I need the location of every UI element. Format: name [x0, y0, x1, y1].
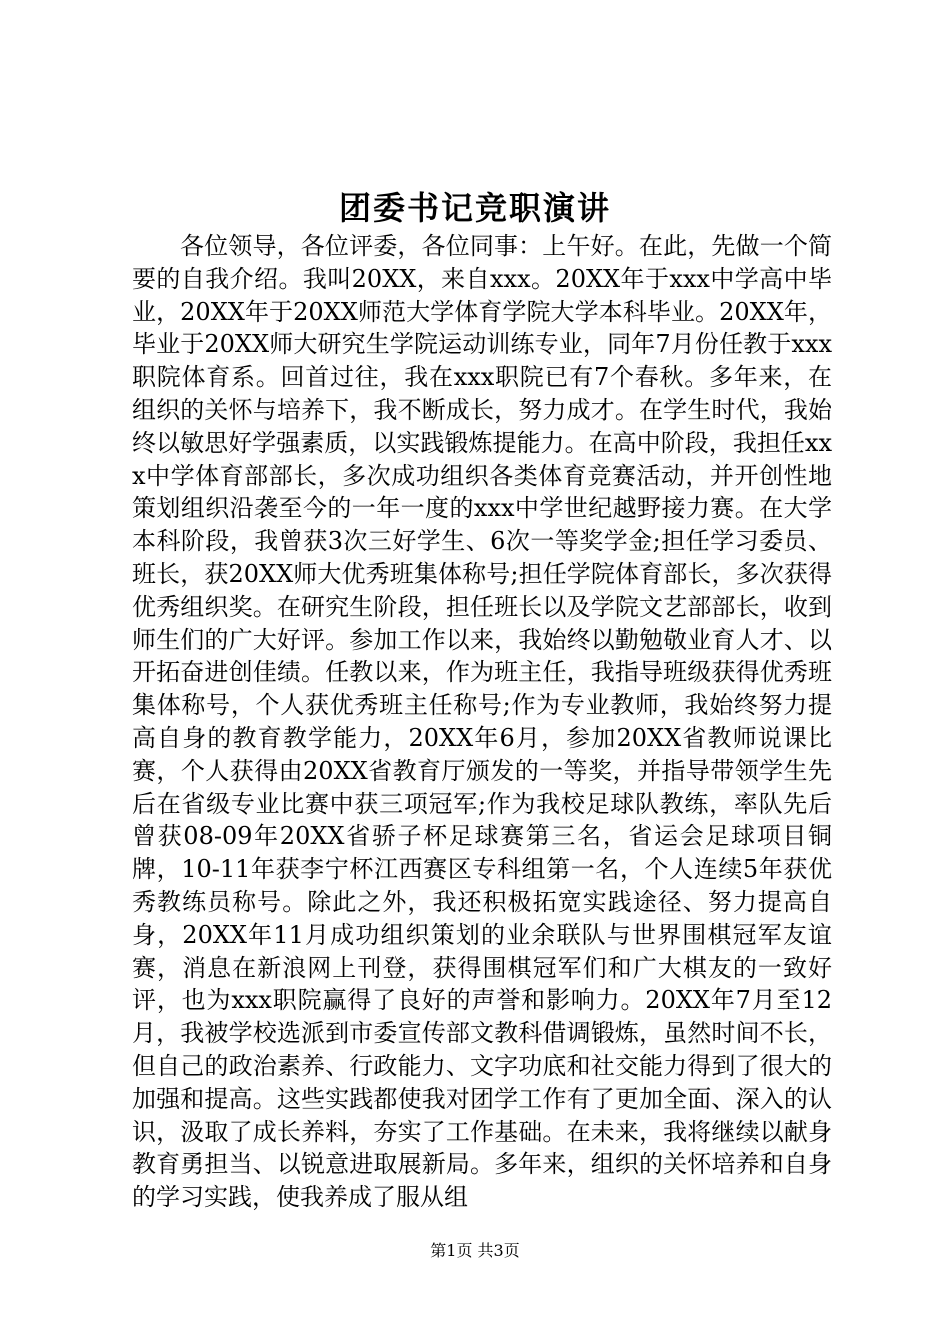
- document-title: 团委书记竞职演讲: [338, 189, 611, 227]
- page-footer: 第1页 共3页: [430, 1241, 520, 1260]
- body-paragraph: 各位领导，各位评委，各位同事：上午好。在此，先做一个简要的自我介绍。我叫20XX，来自xxx。20XX年于xxx中学高中毕业，20XX年于20XX师范大学体育学院大学本科毕业。20XX年，毕业于20XX师大研究生学院运动训练专业，同年7月份任教于xxx职院体育系。回首过往，我在xxx职院已有7个春秋。多年来，在组织的关怀与培养下，我不断成长，努力成才。在学生时代，我始终以敏思好学强素质，以实践锻炼提能力。在高中阶段，我担任xxx中学体育部部长，多次成功组织各类体育竞赛活动，并开创性地策划组织沿袭至今的一年一度的xxx中学世纪越野接力赛。在大学本科阶段，我曾获3次三好学生、6次一等奖学金;担任学习委员、班长，获20XX师大优秀班集体称号;担任学院体育部长，多次获得优秀组织奖。在研究生阶段，担任班长以及学院文艺部部长，收到师生们的广大好评。参加工作以来，我始终以勤勉敬业育人才、以开拓奋进创佳绩。任教以来，作为班主任，我指导班级获得优秀班集体称号，个人获优秀班主任称号;作为专业教师，我始终努力提高自身的教育教学能力，20XX年6月，参加20XX省教师说课比赛，个人获得由20XX省教育厅颁发的一等奖，并指导带领学生先后在省级专业比赛中获三项冠军;作为我校足球队教练，率队先后曾获08-09年20XX省骄子杯足球赛第三名，省运会足球项目铜牌，10-11年获李宁杯江西赛区专科组第一名，个人连续5年获优秀教练员称号。除此之外，我还积极拓宽实践途径、努力提高自身，20XX年11月成功组织策划的业余联队与世界围棋冠军友谊赛，消息在新浪网上刊登，获得围棋冠军们和广大棋友的一致好评，也为xxx职院赢得了良好的声誉和影响力。20XX年7月至12月，我被学校选派到市委宣传部文教科借调锻炼，虽然时间不长，但自己的政治素养、行政能力、文字功底和社交能力得到了很大的加强和提高。这些实践都使我对团学工作有了更加全面、深入的认识，汲取了成长养料，夯实了工作基础。在未来，我将继续以献身教育勇担当、以锐意进取展新局。多年来，组织的关怀培养和自身的学习实践，使我养成了服从组: [132, 232, 832, 1212]
